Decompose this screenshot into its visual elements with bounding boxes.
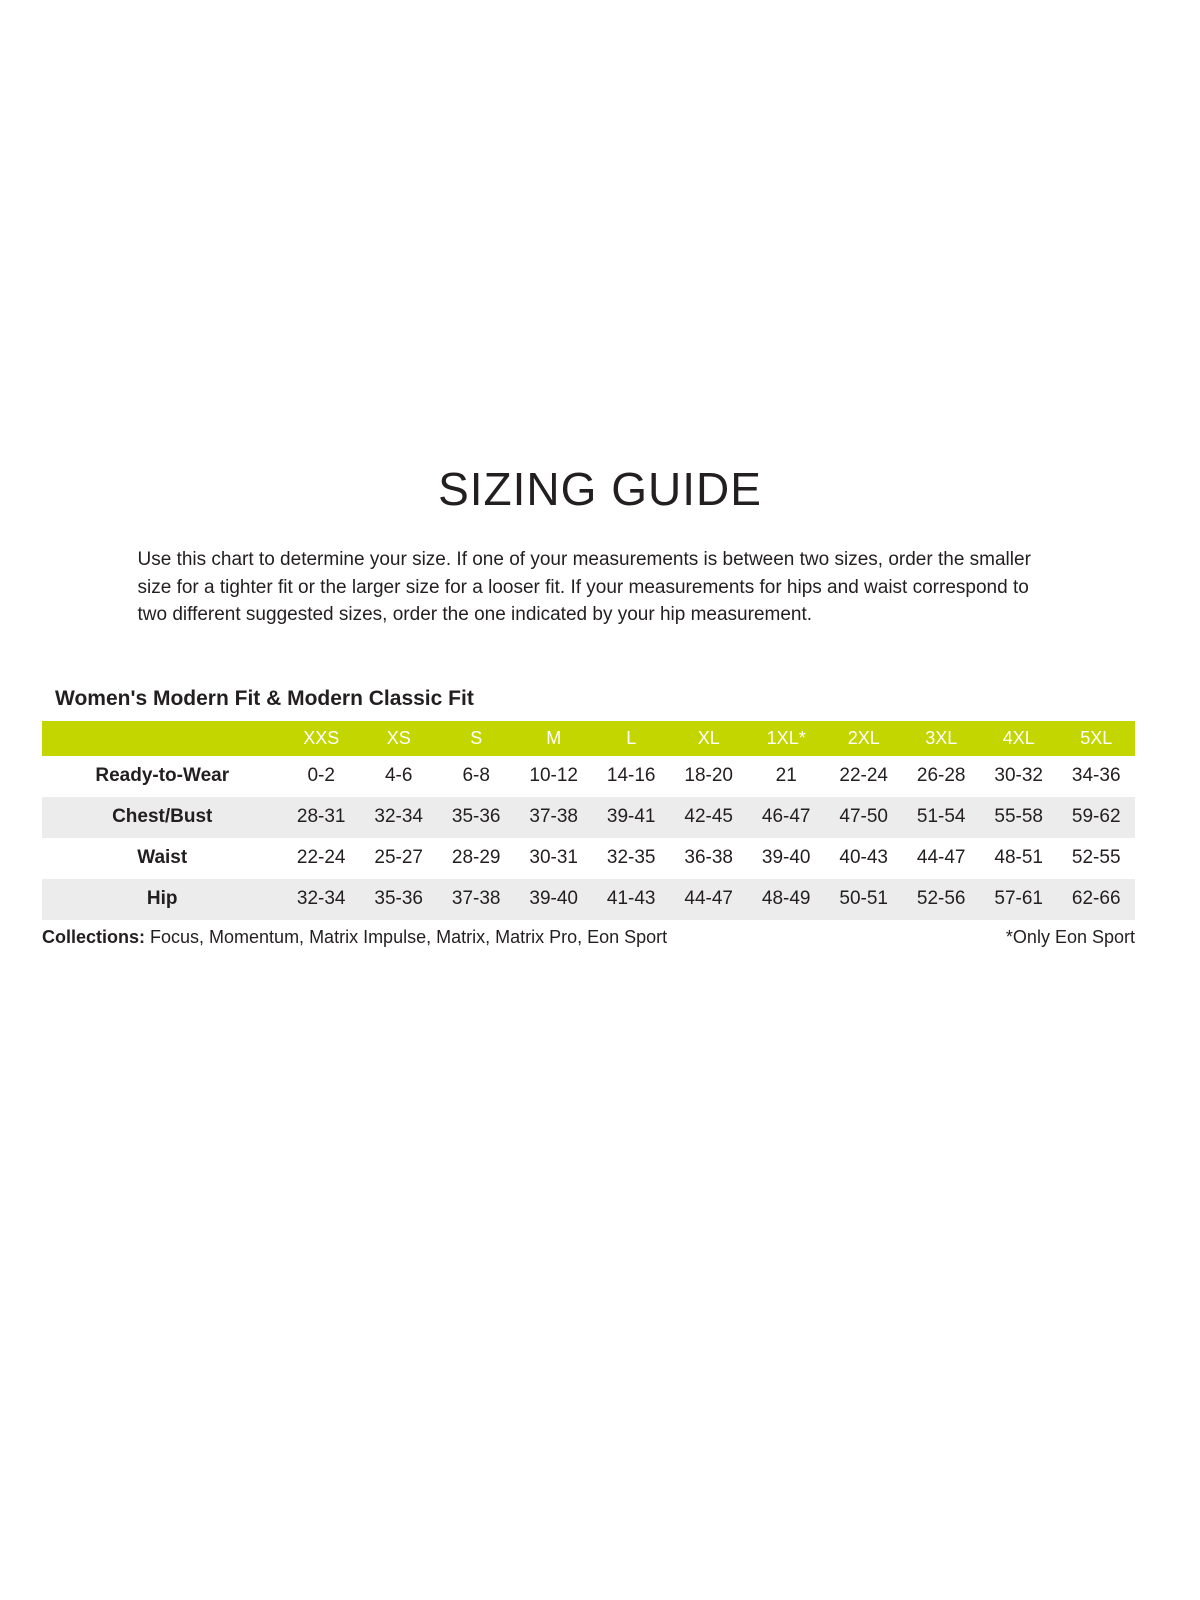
size-column-header: 5XL [1057, 721, 1135, 756]
table-cell: 14-16 [606, 765, 656, 787]
sizing-table [42, 721, 1135, 920]
page-title: SIZING GUIDE [438, 463, 762, 515]
table-row [42, 797, 1135, 838]
table-cell: 32-35 [606, 847, 656, 869]
table-cell: 46-47 [747, 797, 825, 838]
table-cell: 39-40 [515, 879, 593, 920]
size-column-header: 4XL [980, 721, 1058, 756]
table-cell: 26-28 [916, 765, 966, 787]
table-row [42, 879, 1135, 920]
table-row [42, 838, 1135, 879]
row-label: Ready-to-Wear [95, 765, 230, 787]
collections-list: Focus, Momentum, Matrix Impulse, Matrix, Matrix Pro, Eon Sport [145, 926, 668, 947]
corner-cell [42, 721, 282, 756]
size-column-header: S [437, 721, 515, 756]
table-cell: 37-38 [515, 797, 593, 838]
size-column-header: 2XL [825, 721, 903, 756]
table-cell: 32-34 [360, 797, 438, 838]
table-header-row [42, 721, 1135, 756]
table-header [42, 721, 1135, 756]
size-column-header: XS [360, 721, 438, 756]
intro-text: Use this chart to determine your size. If one of your measurements is between two sizes, order the smaller size for a tighter fit or the larger size for a looser fit. If your measurements for hips and waist correspond to two different suggested sizes, order the one indicated by your hip measurement. [137, 549, 1031, 626]
table-cell: 30-32 [994, 765, 1043, 787]
table-cell: 52-56 [902, 879, 980, 920]
size-column-header: XL [670, 721, 748, 756]
size-column-header: 1XL* [747, 721, 825, 756]
table-cell: 47-50 [825, 797, 903, 838]
table-cell: 42-45 [670, 797, 748, 838]
size-chart-section [42, 687, 1135, 948]
row-label: Chest/Bust [42, 797, 282, 838]
size-column-header: 3XL [902, 721, 980, 756]
section-heading: Women's Modern Fit & Modern Classic Fit [55, 686, 474, 710]
table-cell: 32-34 [282, 879, 360, 920]
table-cell: 30-31 [529, 847, 578, 869]
table-cell: 28-31 [282, 797, 360, 838]
table-cell: 21 [775, 765, 797, 787]
table-body [42, 756, 1135, 920]
collections-label: Collections: [42, 926, 146, 947]
table-cell: 51-54 [902, 797, 980, 838]
table-cell: 59-62 [1057, 797, 1135, 838]
table-cell: 28-29 [451, 847, 501, 869]
row-label: Waist [137, 847, 188, 869]
table-cell: 44-47 [670, 879, 748, 920]
size-column-header: L [592, 721, 670, 756]
table-cell: 55-58 [980, 797, 1058, 838]
table-cell: 44-47 [916, 847, 966, 869]
table-cell: 39-40 [761, 847, 811, 869]
table-cell: 25-27 [374, 847, 423, 869]
table-cell: 22-24 [296, 847, 346, 869]
table-cell: 22-24 [839, 765, 888, 787]
table-cell: 40-43 [839, 847, 888, 869]
table-cell: 6-8 [462, 765, 490, 787]
table-cell: 35-36 [437, 797, 515, 838]
table-cell: 4-6 [384, 765, 413, 787]
table-cell: 41-43 [592, 879, 670, 920]
table-cell: 18-20 [684, 765, 733, 787]
table-cell: 62-66 [1057, 879, 1135, 920]
table-cell: 0-2 [307, 765, 335, 787]
table-row [42, 756, 1135, 797]
collections-text [42, 927, 667, 948]
table-cell: 50-51 [825, 879, 903, 920]
table-cell: 52-55 [1071, 847, 1121, 869]
table-footer [42, 927, 1135, 948]
size-column-header: XXS [282, 721, 360, 756]
row-label: Hip [42, 879, 282, 920]
table-cell: 10-12 [529, 765, 578, 787]
table-cell: 37-38 [437, 879, 515, 920]
table-cell: 39-41 [592, 797, 670, 838]
footnote: *Only Eon Sport [1005, 926, 1135, 947]
table-cell: 34-36 [1071, 765, 1121, 787]
table-cell: 48-49 [747, 879, 825, 920]
size-column-header: M [515, 721, 593, 756]
table-cell: 36-38 [684, 847, 733, 869]
table-cell: 35-36 [360, 879, 438, 920]
table-cell: 57-61 [980, 879, 1058, 920]
table-cell: 48-51 [994, 847, 1043, 869]
